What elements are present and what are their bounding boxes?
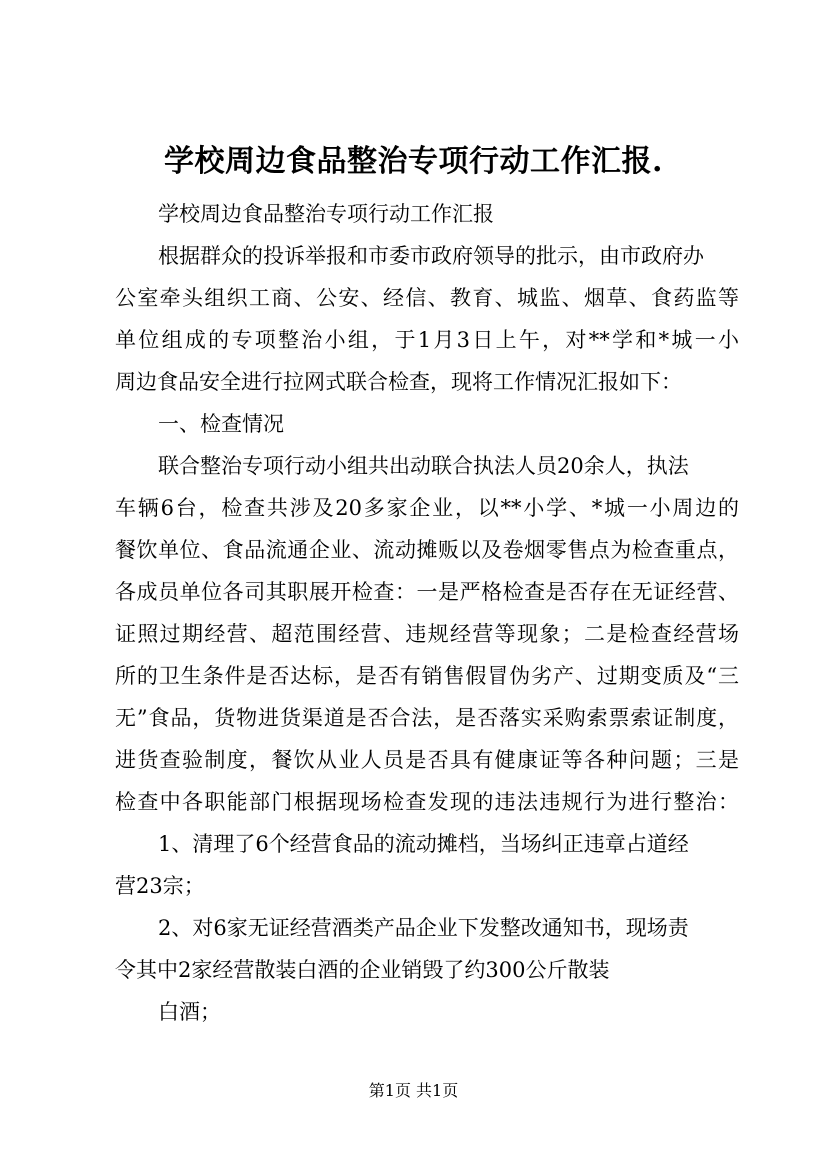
section-heading: 一、检查情况 xyxy=(158,412,284,436)
paragraph-line: 证照过期经营、超范围经营、违规经营等现象；二是检查经营场 xyxy=(115,622,739,646)
page-footer: 第1页 共1页 xyxy=(368,1081,459,1100)
paragraph-line: 单位组成的专项整治小组，于1月3日上午，对**学和*城一小 xyxy=(115,328,739,352)
document-subtitle: 学校周边食品整治专项行动工作汇报 xyxy=(158,202,494,226)
paragraph-line: 各成员单位各司其职展开检查：一是严格检查是否存在无证经营、 xyxy=(115,580,739,604)
paragraph-line: 公室牵头组织工商、公安、经信、教育、城监、烟草、食药监等 xyxy=(115,286,739,310)
paragraph-line: 检查中各职能部门根据现场检查发现的违法违规行为进行整治： xyxy=(115,790,739,814)
document-title: 学校周边食品整治专项行动工作汇报. xyxy=(164,144,663,179)
paragraph-line: 所的卫生条件是否达标，是否有销售假冒伪劣产、过期变质及“三 xyxy=(115,664,739,688)
paragraph-line: 无”食品，货物进货渠道是否合法，是否落实采购索票索证制度， xyxy=(115,706,739,730)
list-item-line: 白酒； xyxy=(158,1000,221,1024)
paragraph-line: 车辆6台，检查共涉及20多家企业，以**小学、*城一小周边的 xyxy=(115,496,739,520)
list-item-line: 营23宗； xyxy=(115,874,205,898)
paragraph-line: 餐饮单位、食品流通企业、流动摊贩以及卷烟零售点为检查重点， xyxy=(115,538,739,562)
list-item-line: 令其中2家经营散装白酒的企业销毁了约300公斤散装 xyxy=(115,958,610,982)
paragraph-line: 周边食品安全进行拉网式联合检查，现将工作情况汇报如下： xyxy=(115,370,682,394)
list-item-line: 2、对6家无证经营酒类产品企业下发整改通知书，现场责 xyxy=(158,916,689,940)
paragraph-line: 根据群众的投诉举报和市委市政府领导的批示，由市政府办 xyxy=(158,244,704,268)
paragraph-line: 进货查验制度，餐饮从业人员是否具有健康证等各种问题；三是 xyxy=(115,748,739,772)
paragraph-line: 联合整治专项行动小组共出动联合执法人员20余人，执法 xyxy=(158,454,689,478)
list-item-line: 1、清理了6个经营食品的流动摊档，当场纠正违章占道经 xyxy=(158,832,689,856)
